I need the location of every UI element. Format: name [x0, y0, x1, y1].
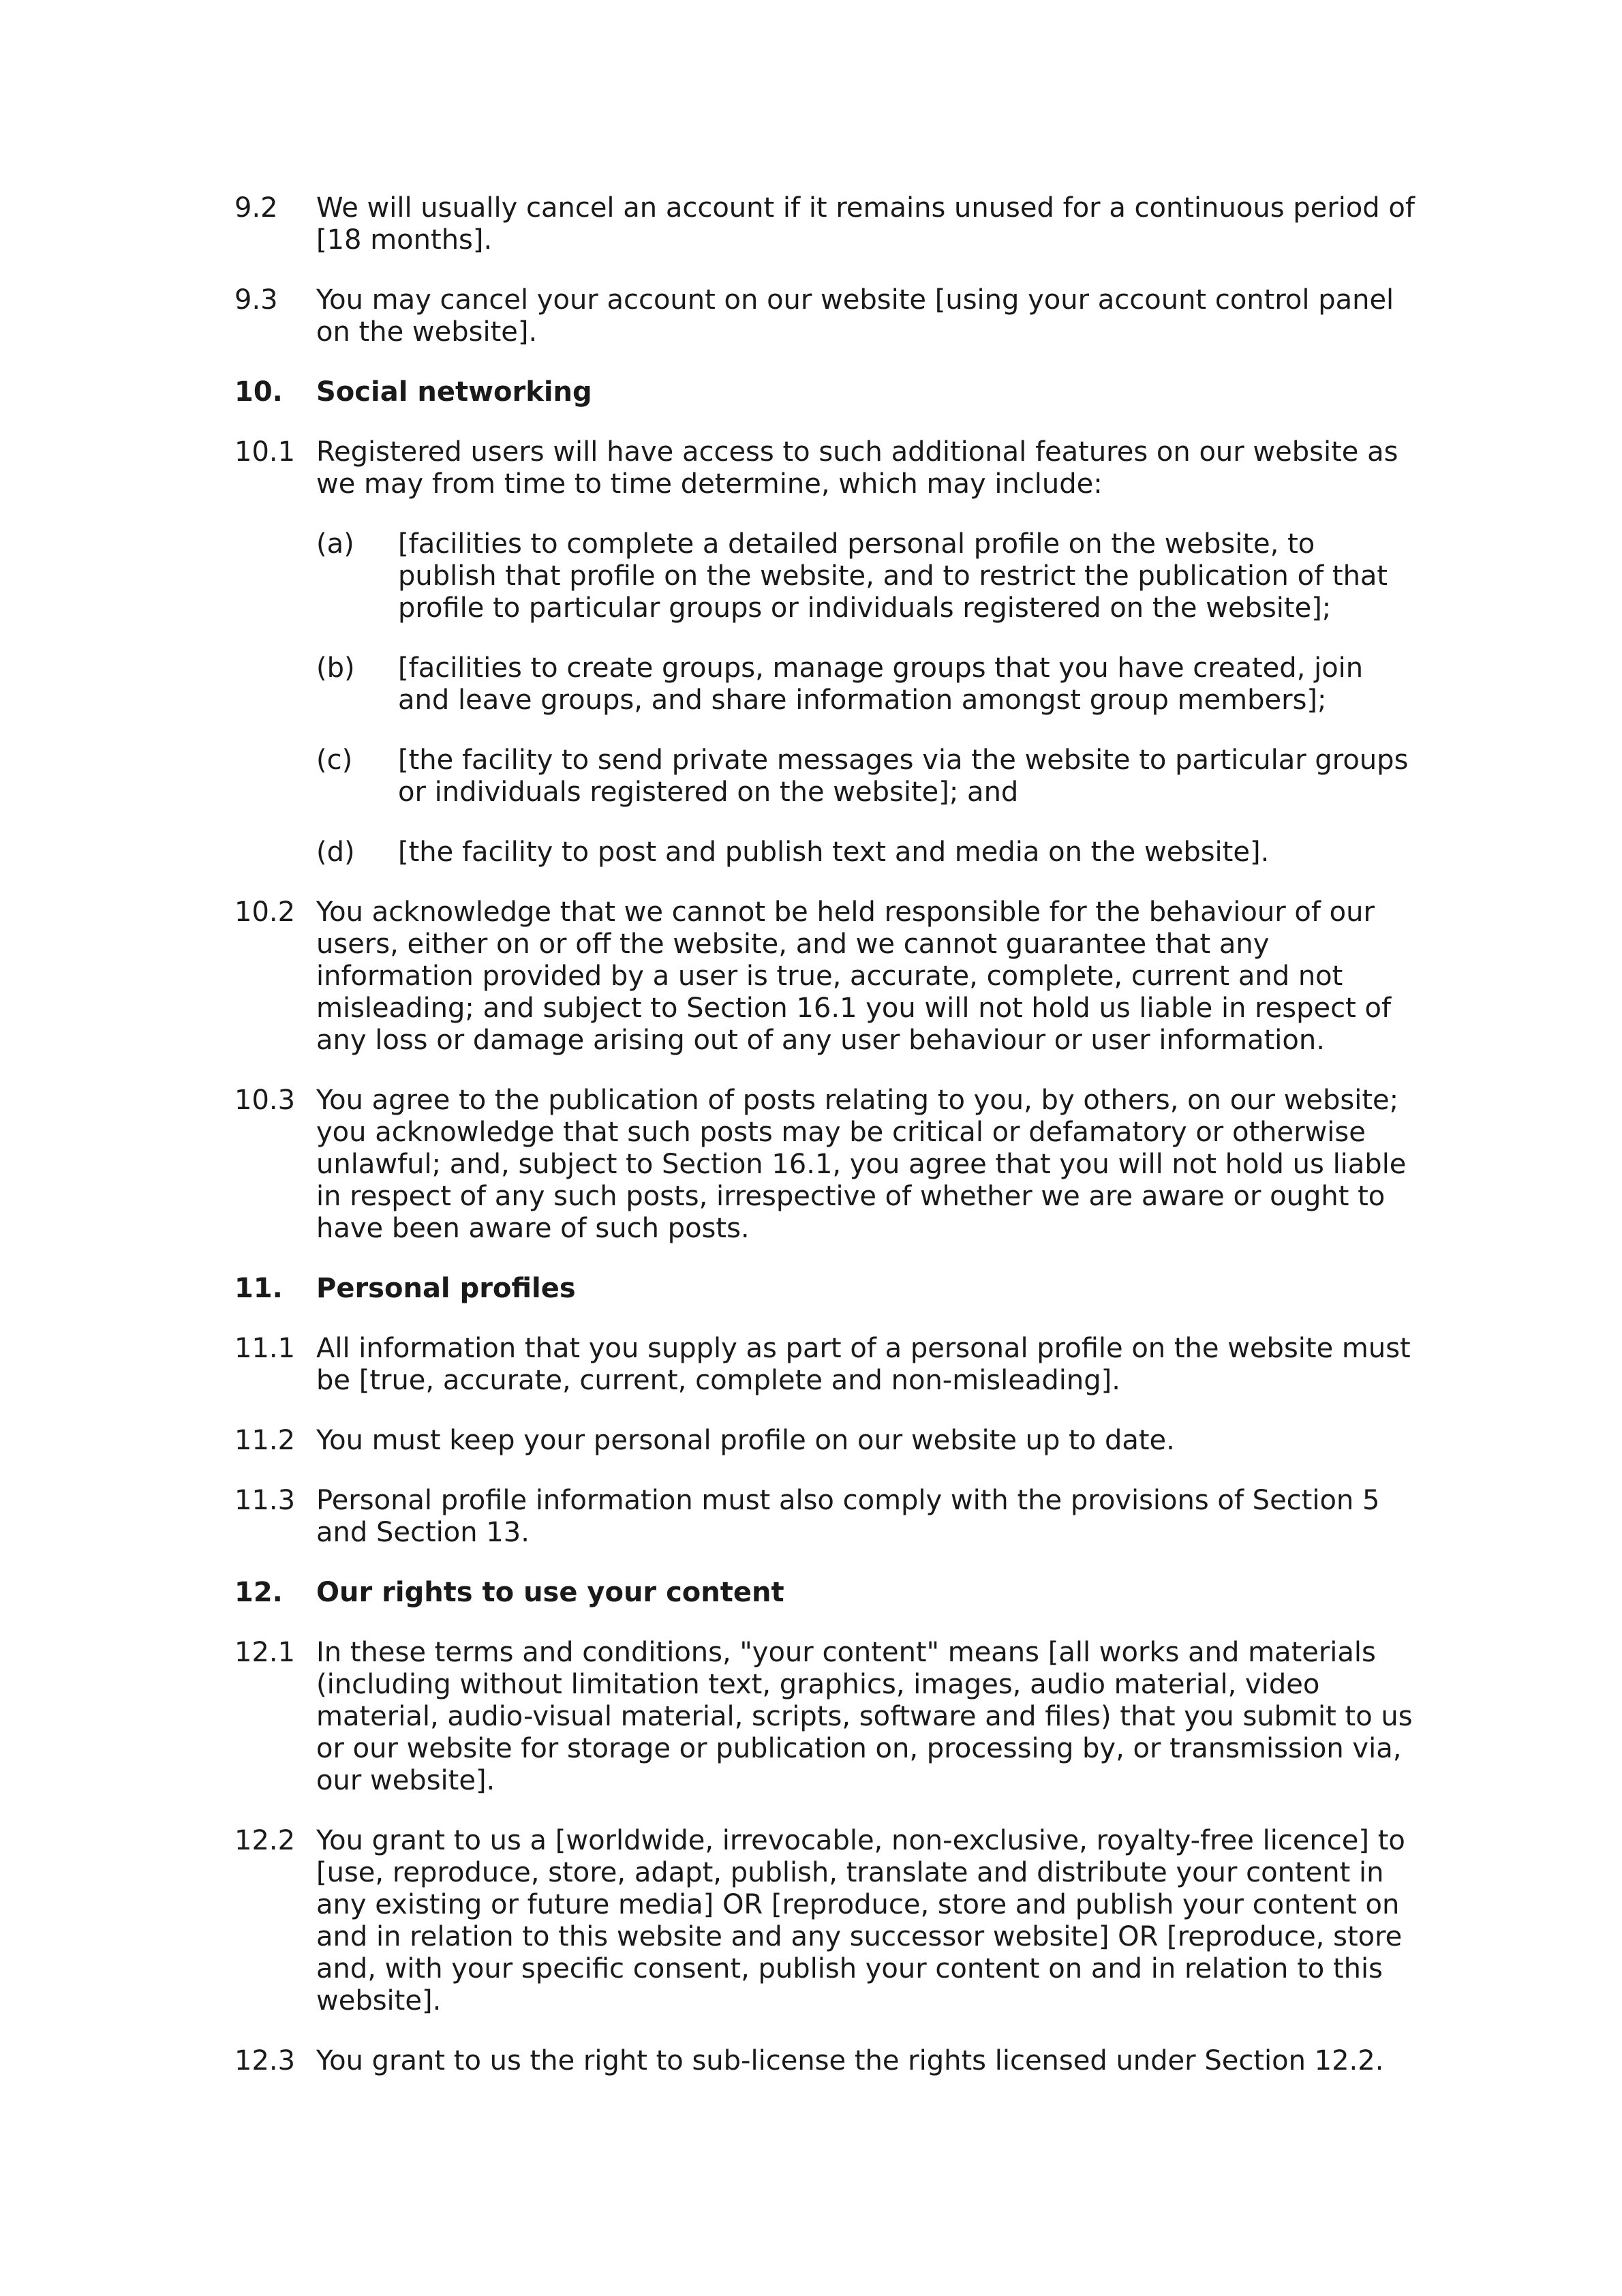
clause-text: You agree to the publication of posts relating to you, by others, on our website; you acknowledge that such posts may be critical or defamatory or otherwise unlawful; and, subject to Section 16.1, you agree that you will not hold us liable in respect of any such posts, irrespective of whether we are aware or ought to have been aware of such posts. [316, 1085, 1407, 1244]
section-number: 10. [234, 376, 283, 408]
clause-number: 10.3 [234, 1085, 296, 1116]
subitem-letter: (a) [316, 528, 354, 560]
clause-text: You grant to us a [worldwide, irrevocable, non-exclusive, royalty-free licence] to [use, reproduce, store, adapt, publish, translate and distribute your content in any existing or future media] OR [reproduce, store and publish your content on and in relation to this website and any successor website] OR [reproduce, store and, with your specific consent, publish your content on and in relation to this website]. [316, 1825, 1405, 2016]
clause-12-2 [234, 1825, 1418, 2017]
clause-number: 12.3 [234, 2045, 296, 2076]
clause-number: 9.3 [234, 284, 278, 316]
clause-number: 12.2 [234, 1825, 296, 1856]
clause-11-2 [234, 1425, 1418, 1457]
clause-12-1 [234, 1637, 1418, 1797]
clause-number: 9.2 [234, 192, 278, 224]
subitem-letter: (b) [316, 652, 355, 684]
clause-10-1 [234, 436, 1418, 500]
section-title: Personal profiles [316, 1273, 576, 1304]
section-title: Our rights to use your content [316, 1577, 784, 1608]
clause-text: We will usually cancel an account if it remains unused for a continuous period of [18 months]. [316, 192, 1415, 256]
subitem-text: [the facility to post and publish text and media on the website]. [398, 836, 1270, 868]
section-title: Social networking [316, 376, 592, 408]
clause-text: You may cancel your account on our website [using your account control panel on the website]. [316, 284, 1394, 348]
section-heading-11 [234, 1273, 1418, 1305]
subitem-text: [facilities to create groups, manage groups that you have created, join and leave groups, and share information amongst group members]; [398, 652, 1364, 716]
clause-11-1 [234, 1333, 1418, 1397]
clause-10-3 [234, 1085, 1418, 1245]
clause-text: In these terms and conditions, "your content" means [all works and materials (including without limitation text, graphics, images, audio material, video material, audio-visual material, scripts, software and files) that you submit to us or our website for storage or publication on, processing by, or transmission via, our website]. [316, 1637, 1413, 1796]
subitem-c [234, 744, 1418, 809]
clause-number: 12.1 [234, 1637, 296, 1668]
section-number: 11. [234, 1273, 283, 1304]
section-heading-10 [234, 376, 1418, 408]
subitem-d [234, 836, 1418, 868]
clause-10-2 [234, 896, 1418, 1057]
clause-text: Registered users will have access to such additional features on our website as we may from time to time determine, which may include: [316, 436, 1398, 500]
subitem-a [234, 528, 1418, 624]
clause-text: Personal profile information must also comply with the provisions of Section 5 and Section 13. [316, 1485, 1380, 1548]
section-heading-12 [234, 1577, 1418, 1609]
clause-number: 10.2 [234, 896, 296, 928]
subitem-text: [the facility to send private messages via the website to particular groups or individuals registered on the website]; and [398, 744, 1409, 808]
clause-number: 10.1 [234, 436, 296, 468]
clause-text: You must keep your personal profile on our website up to date. [316, 1425, 1175, 1456]
clause-9-3 [234, 284, 1418, 348]
section-number: 12. [234, 1577, 283, 1608]
clause-12-3 [234, 2045, 1418, 2077]
clause-11-3 [234, 1485, 1418, 1549]
clause-number: 11.2 [234, 1425, 296, 1456]
clause-9-2 [234, 192, 1418, 256]
subitem-letter: (d) [316, 836, 355, 868]
clause-text: You acknowledge that we cannot be held responsible for the behaviour of our users, either on or off the website, and we cannot guarantee that any information provided by a user is true, accurate, complete, current and not misleading; and subject to Section 16.1 you will not hold us liable in respect of any loss or damage arising out of any user behaviour or user information. [316, 896, 1392, 1056]
subitem-letter: (c) [316, 744, 353, 776]
clause-text: You grant to us the right to sub-license the rights licensed under Section 12.2. [316, 2045, 1384, 2076]
clause-number: 11.1 [234, 1333, 296, 1364]
clause-number: 11.3 [234, 1485, 296, 1516]
clause-text: All information that you supply as part of a personal profile on the website must be [true, accurate, current, complete and non-misleading]. [316, 1333, 1411, 1396]
subitem-b [234, 652, 1418, 716]
subitem-text: [facilities to complete a detailed personal profile on the website, to publish that profile on the website, and to restrict the publication of that profile to particular groups or individuals registered on the website]; [398, 528, 1388, 624]
